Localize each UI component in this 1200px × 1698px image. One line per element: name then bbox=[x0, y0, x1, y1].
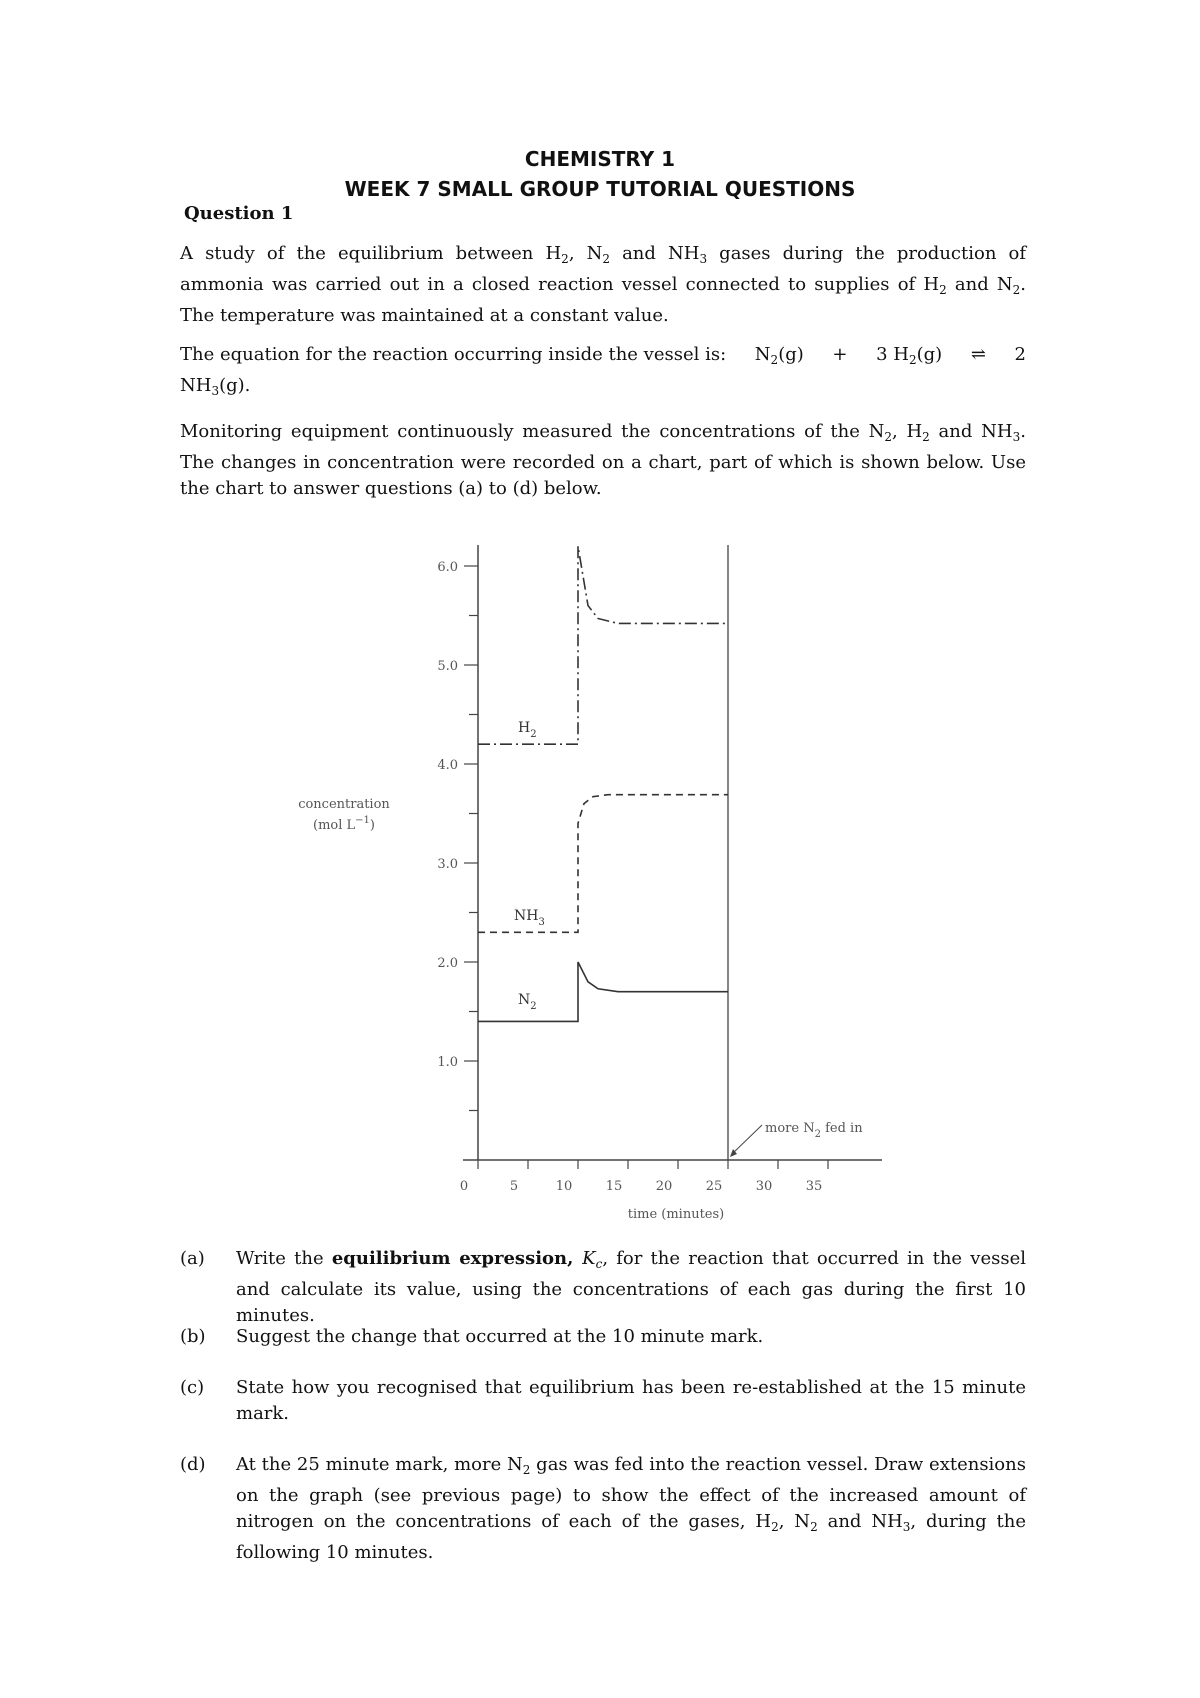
equation-paragraph: The equation for the reaction occurring inside the vessel is: $N_2(g)$ + 3 $H_2(g)$ ⇌ 2 $NH_3(g)$. bbox=[180, 344, 1026, 398]
series-line-h2 bbox=[478, 546, 728, 744]
monitoring-paragraph: Monitoring equipment continuously measured the concentrations of the $N_2$, $H_2$ and $NH_3$. The changes in concentration were recorded on a chart, part of which is shown below. Use the chart to answer questions (a) to (d) below. bbox=[180, 421, 1026, 499]
y-tick-label: 6.0 bbox=[437, 560, 458, 575]
x-tick-label: 20 bbox=[655, 1179, 673, 1194]
y-tick-label: 4.0 bbox=[437, 758, 458, 773]
x-tick-label: 35 bbox=[805, 1179, 823, 1194]
document-subtitle: WEEK 7 SMALL GROUP TUTORIAL QUESTIONS bbox=[344, 177, 856, 201]
x-tick-label: 10 bbox=[555, 1179, 573, 1194]
x-axis-label: time (minutes) bbox=[627, 1207, 725, 1222]
series-label-h2: $H_2$ bbox=[518, 720, 537, 740]
intro-paragraph: A study of the equilibrium between $H_2$, $N_2$ and $NH_3$ gases during the production of ammonia was carried out in a closed reaction vessel connected to supplies of $H_2$ and $N_2$. The temperature was maintained at a constant value. bbox=[180, 243, 1027, 326]
equilibrium-arrow-icon: ⇌ bbox=[970, 344, 986, 365]
part-a: (a) Write the equilibrium expression, $K_c$, for the reaction that occurred in the vessel and calculate its value, using the concentrations of each gas during the first 10 minutes. bbox=[180, 1248, 1026, 1326]
series-line-n2 bbox=[478, 962, 728, 1021]
x-tick-label: 25 bbox=[705, 1179, 723, 1194]
series-label-n2: $N_2$ bbox=[518, 992, 537, 1012]
part-c: (c) State how you recognised that equilibrium has been re-established at the 15 minute mark. bbox=[180, 1377, 1026, 1424]
x-tick-label: 0 bbox=[459, 1179, 469, 1194]
y-tick-label: 3.0 bbox=[437, 857, 458, 872]
part-d: (d) At the 25 minute mark, more $N_2$ gas was fed into the reaction vessel. Draw extensions on the graph (see previous page) to show the effect of the increased amount of nitrogen on the concentrations of each of the gases, $H_2$, $N_2$ and $NH_3$, during the following 10 minutes. bbox=[180, 1454, 1026, 1563]
y-axis-label: concentration bbox=[298, 797, 390, 812]
series-label-nh3: $NH_3$ bbox=[514, 908, 545, 928]
y-axis-unit: (mol $L^{-1}$) bbox=[313, 815, 375, 833]
document-title: CHEMISTRY 1 bbox=[524, 147, 676, 171]
x-tick-label: 15 bbox=[605, 1179, 623, 1194]
x-tick-label: 30 bbox=[755, 1179, 773, 1194]
annotation-label: more $N_2$ fed in bbox=[765, 1121, 863, 1140]
y-tick-label: 5.0 bbox=[437, 659, 458, 674]
part-b: (b) Suggest the change that occurred at the 10 minute mark. bbox=[180, 1326, 764, 1347]
question-heading: Question 1 bbox=[184, 203, 294, 224]
y-tick-label: 2.0 bbox=[437, 956, 458, 971]
x-tick-label: 5 bbox=[509, 1179, 519, 1194]
y-tick-label: 1.0 bbox=[437, 1055, 458, 1070]
annotation-pointer bbox=[731, 1125, 762, 1155]
